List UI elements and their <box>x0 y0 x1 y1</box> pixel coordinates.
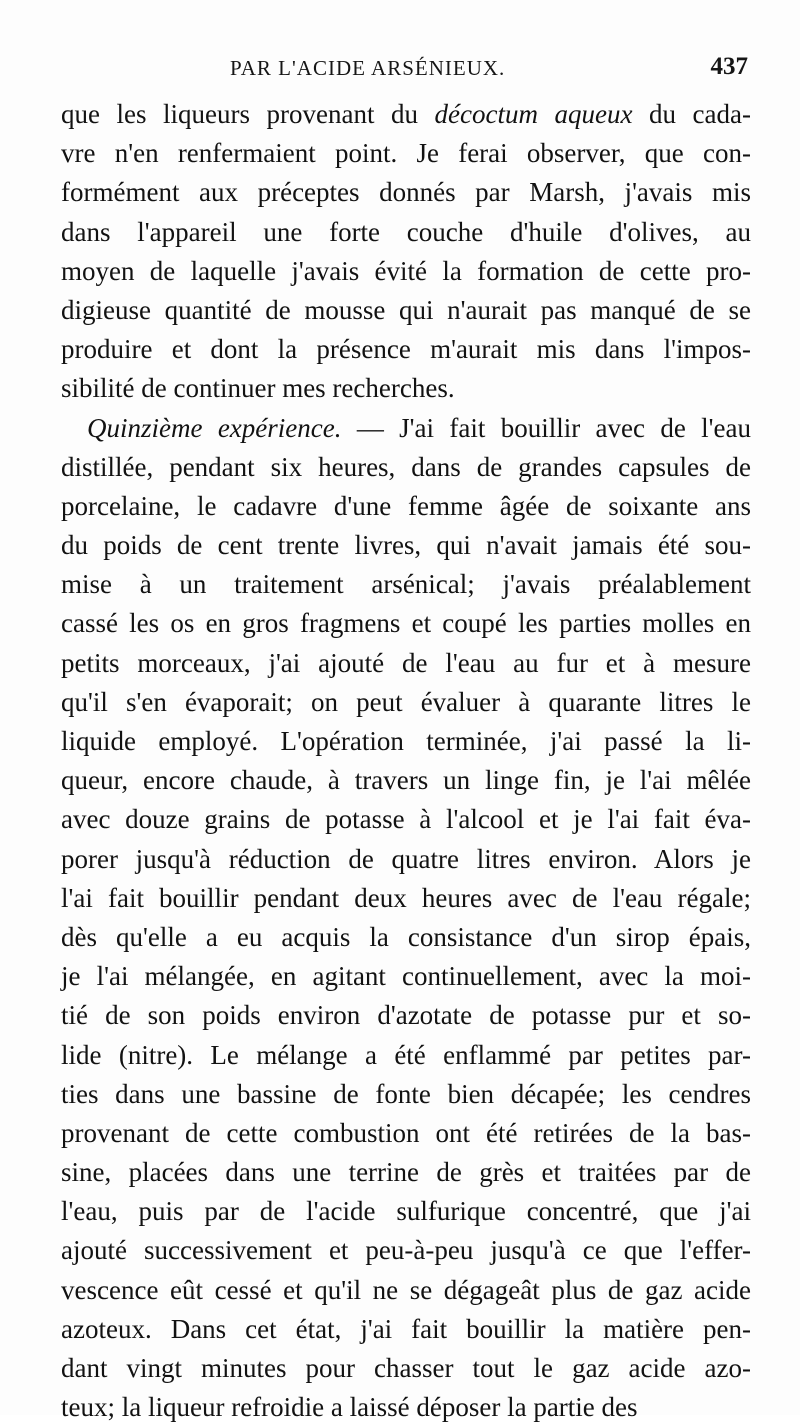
text-line: porcelaine, le cadavre d'une femme âgée de soixante ans <box>61 490 751 521</box>
page-number: 437 <box>710 53 748 80</box>
running-head: PAR L'ACIDE ARSÉNIEUX. <box>230 56 506 80</box>
text-line: ties dans une bassine de fonte bien décapée; les cendres <box>61 1078 751 1109</box>
text-line: Quinzième expérience. — J'ai fait bouillir avec de l'eau <box>87 412 751 443</box>
text-line: sine, placées dans une terrine de grès et traitées par de <box>61 1157 751 1188</box>
text-line: moyen de laquelle j'avais évité la formation de cette pro- <box>61 255 751 286</box>
text-line: teux; la liqueur refroidie a laissé déposer la partie des <box>61 1392 638 1423</box>
text-line: que les liqueurs provenant du décoctum aqueux du cada- <box>61 99 751 129</box>
text-line: cassé les os en gros fragmens et coupé les parties molles en <box>61 608 751 639</box>
text-line: qu'il s'en évaporait; on peut évaluer à quarante litres le <box>61 686 751 717</box>
text-line: azoteux. Dans cet état, j'ai fait bouillir la matière pen- <box>61 1313 751 1344</box>
text-line: vescence eût cessé et qu'il ne se dégageât plus de gaz acide <box>61 1274 751 1305</box>
text-line: je l'ai mélangée, en agitant continuellement, avec la moi- <box>61 961 751 992</box>
page-header <box>0 53 800 86</box>
text-line: l'eau, puis par de l'acide sulfurique concentré, que j'ai <box>61 1196 751 1227</box>
body-text <box>61 95 751 1427</box>
text-line: sibilité de continuer mes recherches. <box>61 373 455 404</box>
text-line: petits morceaux, j'ai ajouté de l'eau au fur et à mesure <box>61 647 751 678</box>
text-line: porer jusqu'à réduction de quatre litres environ. Alors je <box>61 843 751 874</box>
text-line: formément aux préceptes donnés par Marsh, j'avais mis <box>61 177 751 208</box>
text-line: vre n'en renfermaient point. Je ferai observer, que con- <box>61 138 751 169</box>
text-line: mise à un traitement arsénical; j'avais préalablement <box>61 569 751 600</box>
text-line: provenant de cette combustion ont été retirées de la bas- <box>61 1117 751 1148</box>
text-line: liquide employé. L'opération terminée, j'ai passé la li- <box>61 726 751 756</box>
text-line: digieuse quantité de mousse qui n'aurait pas manqué de se <box>61 294 751 325</box>
text-line: avec douze grains de potasse à l'alcool et je l'ai fait éva- <box>61 804 751 835</box>
text-line: dant vingt minutes pour chasser tout le gaz acide azo- <box>61 1353 751 1383</box>
text-line: distillée, pendant six heures, dans de grandes capsules de <box>61 451 751 482</box>
text-line: ajouté successivement et peu-à-peu jusqu'à ce que l'effer- <box>61 1235 751 1266</box>
text-line: tié de son poids environ d'azotate de potasse pur et so- <box>61 1000 751 1031</box>
text-line: dans l'appareil une forte couche d'huile d'olives, au <box>61 216 751 247</box>
text-line: produire et dont la présence m'aurait mis dans l'impos- <box>61 334 751 365</box>
text-line: queur, encore chaude, à travers un linge fin, je l'ai mêlée <box>61 765 751 796</box>
text-line: lide (nitre). Le mélange a été enflammé par petites par- <box>61 1039 751 1070</box>
text-line: l'ai fait bouillir pendant deux heures avec de l'eau régale; <box>61 882 751 913</box>
text-line: dès qu'elle a eu acquis la consistance d'un sirop épais, <box>61 921 751 952</box>
text-line: du poids de cent trente livres, qui n'avait jamais été sou- <box>61 530 751 561</box>
